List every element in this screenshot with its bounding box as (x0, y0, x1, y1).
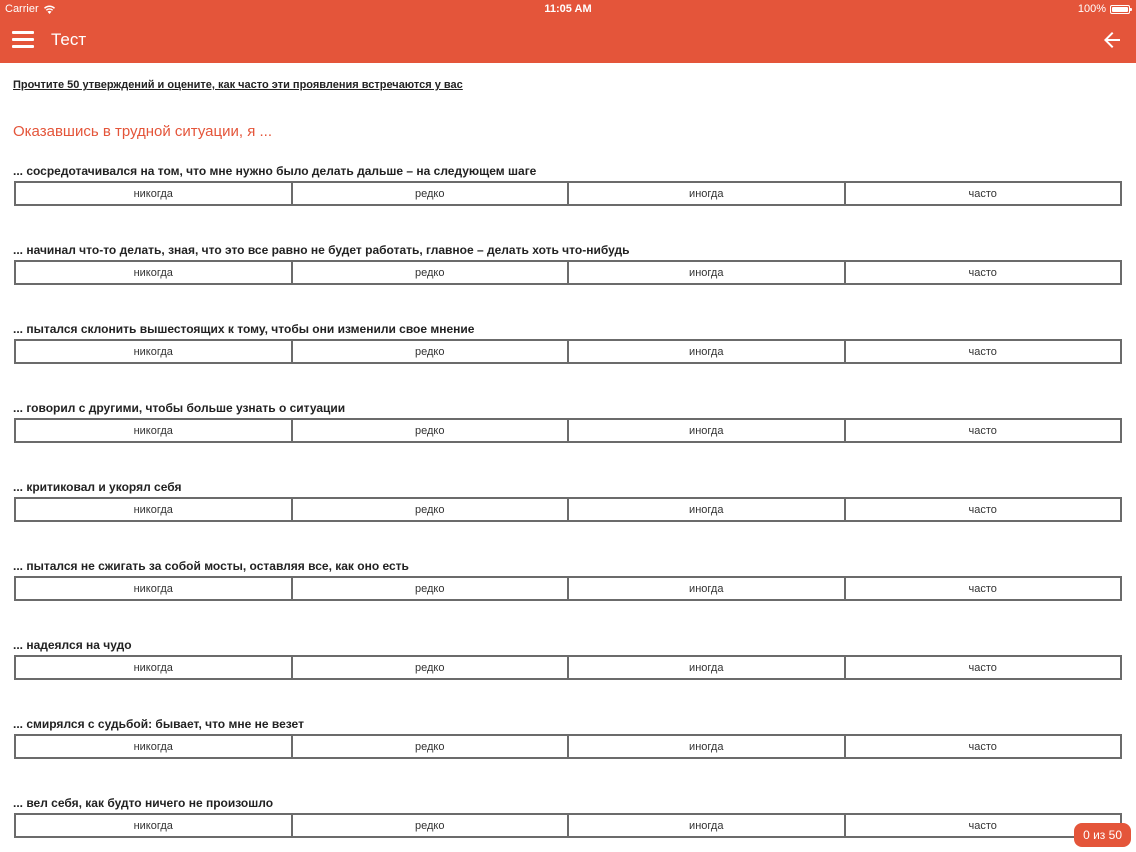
answer-option[interactable]: часто (846, 657, 1121, 678)
nav-bar (0, 18, 1136, 63)
answer-option[interactable]: редко (293, 499, 570, 520)
answer-option[interactable]: иногда (569, 815, 846, 836)
battery-icon (1110, 5, 1130, 14)
answer-option[interactable]: часто (846, 578, 1121, 599)
answer-option[interactable]: часто (846, 341, 1121, 362)
battery-indicator (1078, 3, 1130, 15)
answer-option[interactable]: никогда (16, 578, 293, 599)
answer-option[interactable]: иногда (569, 420, 846, 441)
answer-option[interactable]: никогда (16, 499, 293, 520)
answer-option[interactable]: часто (846, 262, 1121, 283)
answer-options (14, 418, 1122, 443)
answer-options (14, 260, 1122, 285)
answer-option[interactable]: часто (846, 420, 1121, 441)
answer-option[interactable]: иногда (569, 262, 846, 283)
answer-options (14, 181, 1122, 206)
answer-option[interactable]: иногда (569, 657, 846, 678)
question-text: ... говорил с другими, чтобы больше узнать о ситуации (13, 401, 346, 415)
answer-option[interactable]: иногда (569, 578, 846, 599)
answer-option[interactable]: редко (293, 341, 570, 362)
answer-option[interactable]: редко (293, 262, 570, 283)
answer-options (14, 813, 1122, 838)
answer-option[interactable]: редко (293, 736, 570, 757)
answer-option[interactable]: редко (293, 420, 570, 441)
page-title: Тест (51, 30, 87, 49)
answer-option[interactable]: часто (846, 183, 1121, 204)
question-text: ... смирялся с судьбой: бывает, что мне не везет (13, 717, 304, 731)
answer-options (14, 655, 1122, 680)
progress-counter: 0 из 50 (1074, 823, 1131, 847)
answer-option[interactable]: иногда (569, 499, 846, 520)
question-text: ... сосредотачивался на том, что мне нужно было делать дальше – на следующем шаге (13, 164, 537, 178)
answer-option[interactable]: часто (846, 815, 1121, 836)
answer-option[interactable]: часто (846, 499, 1121, 520)
question-text: ... критиковал и укорял себя (13, 480, 182, 494)
instruction-text: Прочтите 50 утверждений и оцените, как часто эти проявления встречаются у вас (13, 79, 463, 91)
answer-options (14, 339, 1122, 364)
question-text: ... надеялся на чудо (13, 638, 132, 652)
back-arrow-icon[interactable] (1100, 28, 1124, 52)
answer-option[interactable]: часто (846, 736, 1121, 757)
answer-option[interactable]: никогда (16, 815, 293, 836)
clock: 11:05 AM (544, 3, 592, 15)
answer-option[interactable]: никогда (16, 736, 293, 757)
answer-option[interactable]: редко (293, 657, 570, 678)
question-text: ... пытался склонить вышестоящих к тому, чтобы они изменили свое мнение (13, 322, 475, 336)
answer-option[interactable]: никогда (16, 420, 293, 441)
answer-option[interactable]: никогда (16, 183, 293, 204)
answer-option[interactable]: иногда (569, 183, 846, 204)
question-text: ... вел себя, как будто ничего не произошло (13, 796, 274, 810)
menu-button[interactable] (12, 31, 34, 49)
answer-option[interactable]: иногда (569, 736, 846, 757)
answer-options (14, 497, 1122, 522)
question-text: ... начинал что-то делать, зная, что это все равно не будет работать, главное – делать хоть что-нибудь (13, 243, 630, 257)
answer-option[interactable]: никогда (16, 341, 293, 362)
answer-option[interactable]: редко (293, 815, 570, 836)
status-bar (0, 0, 1136, 18)
question-text: ... пытался не сжигать за собой мосты, оставляя все, как оно есть (13, 559, 409, 573)
answer-option[interactable]: никогда (16, 262, 293, 283)
section-title: Оказавшись в трудной ситуации, я ... (13, 123, 272, 140)
answer-options (14, 734, 1122, 759)
battery-percent: 100% (1077, 3, 1106, 15)
answer-option[interactable]: никогда (16, 657, 293, 678)
answer-options (14, 576, 1122, 601)
carrier-label: Carrier (5, 3, 39, 15)
answer-option[interactable]: редко (293, 578, 570, 599)
answer-option[interactable]: редко (293, 183, 570, 204)
answer-option[interactable]: иногда (569, 341, 846, 362)
